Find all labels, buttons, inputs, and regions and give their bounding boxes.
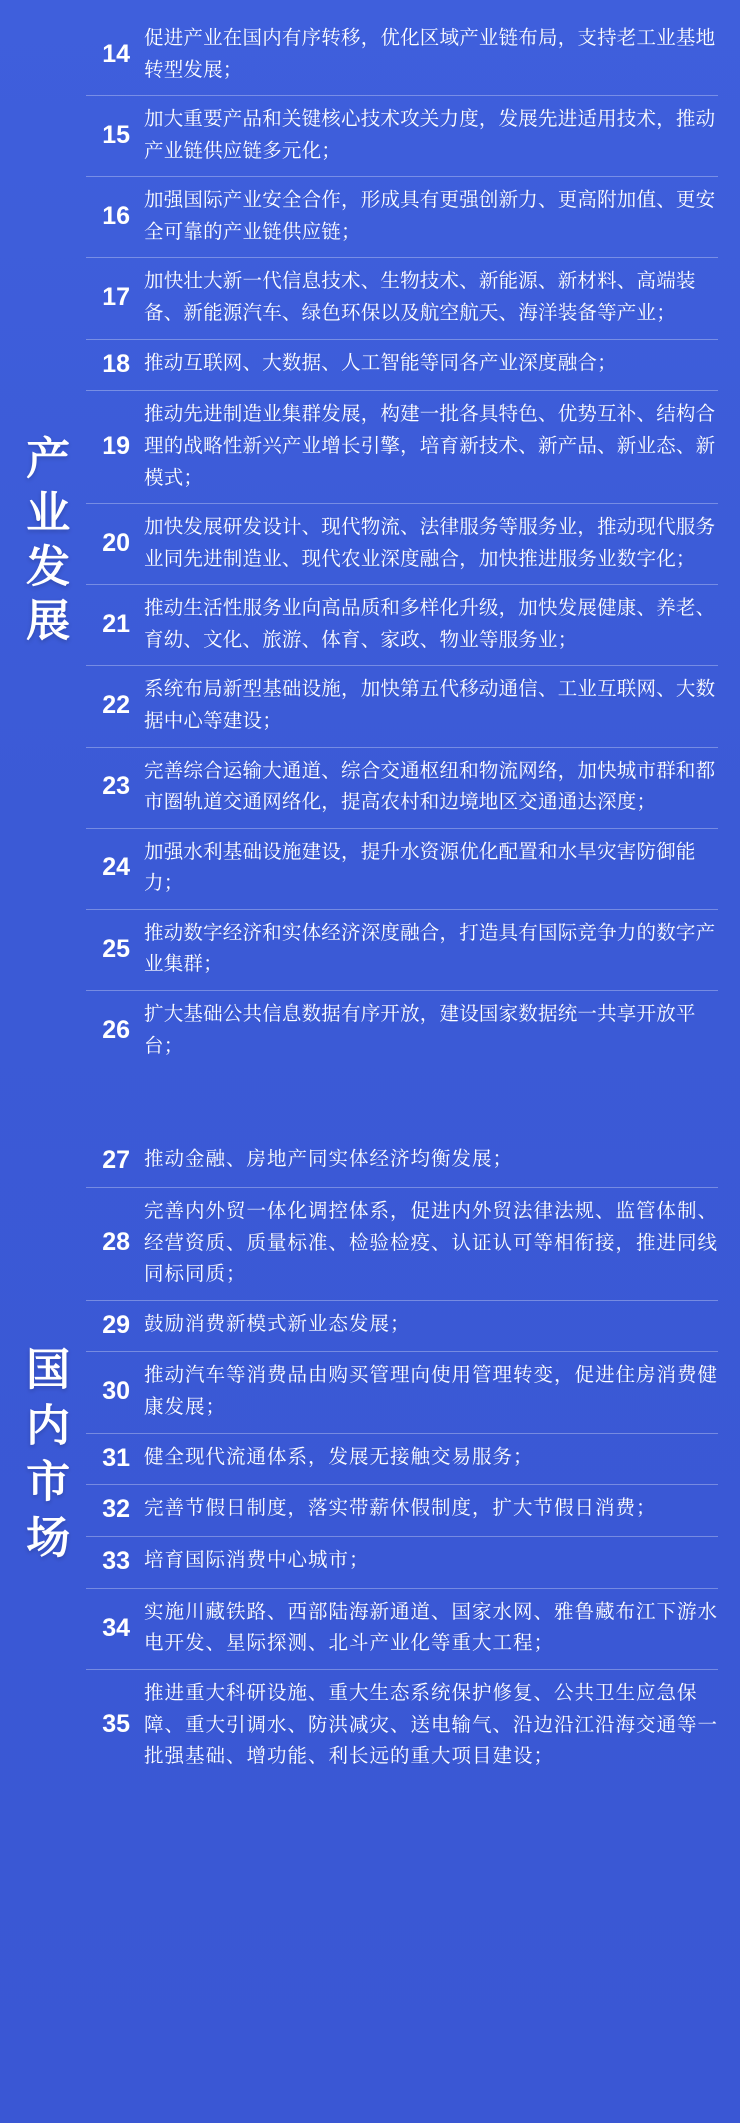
list-item bbox=[86, 1135, 718, 1187]
item-text: 推动金融、房地产同实体经济均衡发展； bbox=[144, 1148, 514, 1171]
item-number: 30 bbox=[102, 1377, 130, 1406]
item-number: 25 bbox=[102, 934, 130, 963]
list-item bbox=[86, 257, 718, 338]
list-item bbox=[86, 1300, 718, 1352]
item-number: 20 bbox=[102, 528, 130, 557]
item-number: 27 bbox=[102, 1146, 130, 1175]
category-label-industry: 产业发展 bbox=[19, 434, 69, 651]
item-text: 实施川藏铁路、西部陆海新通道、国家水网、雅鲁藏布江下游水电开发、星际探测、北斗产业化等重大工程； bbox=[144, 1600, 719, 1655]
item-number: 34 bbox=[102, 1613, 130, 1642]
list-item bbox=[86, 1669, 718, 1782]
list-item bbox=[86, 95, 718, 176]
list-item bbox=[86, 339, 718, 391]
list-item bbox=[86, 1588, 718, 1669]
item-text: 完善节假日制度，落实带薪休假制度，扩大节假日消费； bbox=[144, 1497, 657, 1520]
item-number: 35 bbox=[102, 1710, 130, 1739]
item-number: 14 bbox=[102, 39, 130, 68]
item-text: 推动先进制造业集群发展，构建一批各具特色、优势互补、结构合理的战略性新兴产业增长引擎，培育新技术、新产品、新业态、新模式； bbox=[144, 403, 716, 489]
item-text: 加快发展研发设计、现代物流、法律服务等服务业，推动现代服务业同先进制造业、现代农业深度融合，加快推进服务业数字化； bbox=[144, 516, 716, 570]
section-industry-development bbox=[0, 14, 740, 1071]
item-number: 31 bbox=[102, 1443, 130, 1472]
list-item bbox=[86, 14, 718, 95]
item-text: 推动生活性服务业向高品质和多样化升级，加快发展健康、养老、育幼、文化、旅游、体育、家政、物业等服务业； bbox=[144, 597, 716, 651]
item-number: 22 bbox=[102, 691, 130, 720]
item-number: 26 bbox=[102, 1015, 130, 1044]
item-number: 32 bbox=[102, 1495, 130, 1524]
item-number: 33 bbox=[102, 1547, 130, 1576]
list-item bbox=[86, 390, 718, 503]
item-number: 29 bbox=[102, 1310, 130, 1339]
section-divider bbox=[0, 1089, 740, 1135]
list-item bbox=[86, 828, 718, 909]
item-text: 加大重要产品和关键核心技术攻关力度，发展先进适用技术，推动产业链供应链多元化； bbox=[144, 108, 716, 162]
item-text: 推动互联网、大数据、人工智能等同各产业深度融合； bbox=[144, 351, 617, 374]
item-text: 系统布局新型基础设施，加快第五代移动通信、工业互联网、大数据中心等建设； bbox=[144, 678, 716, 732]
section-domestic-market bbox=[0, 1135, 740, 1782]
list-item bbox=[86, 909, 718, 990]
item-text: 加快壮大新一代信息技术、生物技术、新能源、新材料、高端装备、新能源汽车、绿色环保以及航空航天、海洋装备等产业； bbox=[144, 270, 696, 325]
item-number: 19 bbox=[102, 431, 130, 460]
item-text: 完善综合运输大通道、综合交通枢纽和物流网络，加快城市群和都市圈轨道交通网络化，提高农村和边境地区交通通达深度； bbox=[144, 759, 716, 814]
list-item bbox=[86, 1187, 718, 1300]
item-text: 鼓励消费新模式新业态发展； bbox=[144, 1312, 411, 1335]
list-item bbox=[86, 747, 718, 828]
item-text: 推动数字经济和实体经济深度融合，打造具有国际竞争力的数字产业集群； bbox=[144, 921, 716, 976]
item-text: 健全现代流通体系，发展无接触交易服务； bbox=[144, 1445, 534, 1468]
list-item bbox=[86, 990, 718, 1071]
item-text: 扩大基础公共信息数据有序开放，建设国家数据统一共享开放平台； bbox=[144, 1003, 696, 1057]
list-item bbox=[86, 1484, 718, 1536]
item-number: 21 bbox=[102, 609, 130, 638]
list-item bbox=[86, 665, 718, 746]
item-number: 16 bbox=[102, 202, 130, 231]
list-item bbox=[86, 1536, 718, 1588]
list-item bbox=[86, 176, 718, 257]
item-number: 28 bbox=[102, 1228, 130, 1257]
item-number: 15 bbox=[102, 120, 130, 149]
list-item bbox=[86, 584, 718, 665]
item-number: 17 bbox=[102, 283, 130, 312]
category-label-domestic-market: 国内市场 bbox=[19, 1346, 69, 1571]
list-item bbox=[86, 503, 718, 584]
list-item bbox=[86, 1433, 718, 1485]
item-text: 推动汽车等消费品由购买管理向使用管理转变，促进住房消费健康发展； bbox=[144, 1364, 719, 1419]
item-text: 促进产业在国内有序转移，优化区域产业链布局，支持老工业基地转型发展； bbox=[144, 27, 716, 81]
item-list-industry bbox=[86, 14, 740, 1071]
item-text: 培育国际消费中心城市； bbox=[144, 1549, 370, 1572]
item-text: 推进重大科研设施、重大生态系统保护修复、公共卫生应急保障、重大引调水、防洪减灾、送电输气、沿边沿江沿海交通等一批强基础、增功能、利长远的重大项目建设； bbox=[144, 1682, 719, 1768]
item-text: 加强水利基础设施建设，提升水资源优化配置和水旱灾害防御能力； bbox=[144, 840, 696, 895]
item-number: 24 bbox=[102, 853, 130, 882]
item-text: 完善内外贸一体化调控体系，促进内外贸法律法规、监管体制、经营资质、质量标准、检验检疫、认证认可等相衔接，推进同线同标同质； bbox=[144, 1199, 719, 1286]
item-number: 23 bbox=[102, 772, 130, 801]
item-text: 加强国际产业安全合作，形成具有更强创新力、更高附加值、更安全可靠的产业链供应链； bbox=[144, 189, 716, 243]
item-list-domestic-market bbox=[86, 1135, 740, 1782]
list-item bbox=[86, 1351, 718, 1432]
item-number: 18 bbox=[102, 349, 130, 378]
